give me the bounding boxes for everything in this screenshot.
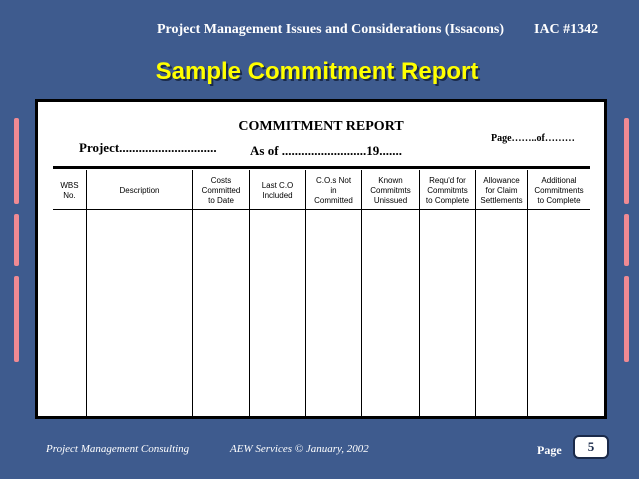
header-bottom-rule (53, 209, 590, 210)
column-header-known-commitments: Known Commitmts Unissued (370, 176, 411, 205)
right-accent-bar (624, 276, 629, 362)
slide-header (0, 22, 639, 42)
header-title: Project Management Issues and Considerations (Issacons) (157, 22, 505, 37)
form-title: COMMITMENT REPORT (238, 119, 404, 134)
header-id: IAC #1342 (534, 22, 599, 37)
left-accent-bar (14, 276, 19, 362)
column-header-costs-committed: Costs Committed to Date (201, 176, 241, 205)
column-header-wbs: WBS No. (60, 181, 79, 200)
column-header-additional-commitments: Additional Commitments to Complete (534, 176, 584, 205)
column-header-cos-not-committed: C.O.s Not in Committed (314, 176, 353, 205)
left-accent-bar (14, 214, 19, 266)
right-accent-bar (624, 214, 629, 266)
commitment-report-form (35, 99, 607, 419)
column-header-required-to-complete: Requ'd for Commitmts to Complete (425, 176, 470, 205)
right-accent-bar (624, 118, 629, 204)
footer-copyright: AEW Services © January, 2002 (230, 443, 369, 455)
column-header-last-co: Last C.O Included (261, 181, 294, 200)
as-of-field: As of ..........................19....... (250, 143, 403, 158)
header-top-rule (53, 166, 590, 169)
slide-title: Sample Commitment Report (155, 58, 479, 85)
left-accent-bar (14, 118, 19, 204)
project-field: Project.............................. (79, 140, 217, 155)
page-number-badge: 5 (573, 435, 609, 459)
footer-page-label: Page (537, 443, 562, 457)
column-header-allowance-claims: Allowance for Claim Settlements (480, 176, 523, 205)
page-field: Page……..of……… (491, 133, 575, 144)
footer-company: Project Management Consulting (46, 443, 190, 455)
column-header-description: Description (119, 186, 160, 195)
